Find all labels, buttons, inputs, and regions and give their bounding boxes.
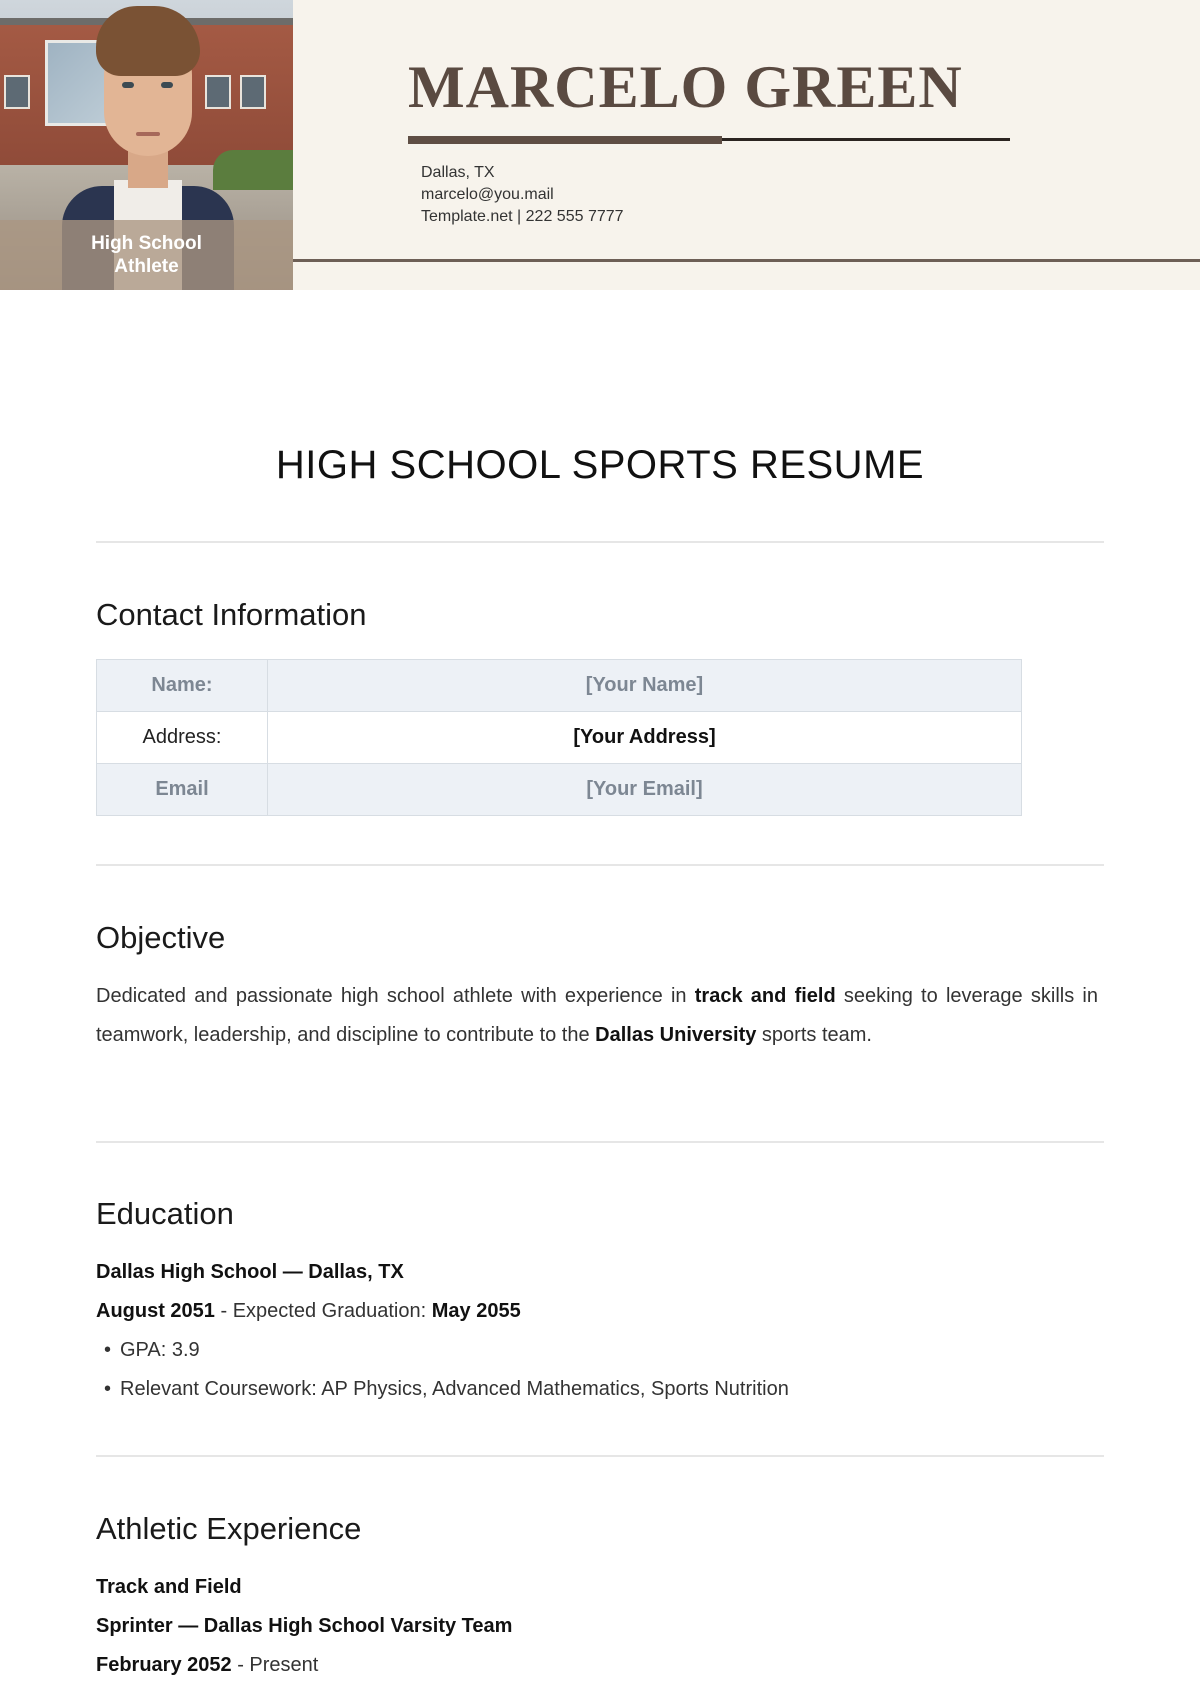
athletic-heading: Athletic Experience (96, 1511, 362, 1546)
photo-caption (0, 220, 293, 290)
athletic-dates: February 2052 - Present (96, 1654, 319, 1676)
contact-label: Address: (97, 712, 268, 764)
table-row (97, 764, 1022, 816)
contact-value: [Your Email] (268, 764, 1022, 816)
contact-value: [Your Address] (268, 712, 1022, 764)
athletic-sport: Track and Field (96, 1576, 242, 1598)
document-title: HIGH SCHOOL SPORTS RESUME (275, 443, 925, 487)
list-item: • Relevant Coursework: AP Physics, Advanced Mathematics, Sports Nutrition (104, 1378, 789, 1400)
list-item: • GPA: 3.9 (104, 1339, 200, 1361)
objective-emphasis: Dallas University (595, 1024, 757, 1046)
table-row (97, 712, 1022, 764)
contact-value: [Your Name] (268, 660, 1022, 712)
table-row (97, 660, 1022, 712)
header-location: Dallas, TX (421, 164, 495, 181)
name-underline-thin (722, 138, 1010, 141)
contact-table (96, 659, 1022, 816)
contact-heading: Contact Information (96, 597, 367, 632)
divider (96, 864, 1104, 866)
header-bottom-rule (293, 259, 1200, 262)
objective-text: Dedicated and passionate high school athlete with experience in track and field seeking to leverage skills in teamwork, leadership, and discipline to contribute to the Dallas University sports team. (96, 985, 1098, 1046)
header-web-phone: Template.net | 222 555 7777 (421, 208, 624, 225)
contact-label: Name: (97, 660, 268, 712)
divider (96, 541, 1104, 543)
divider (96, 1141, 1104, 1143)
name-underline-thick (408, 136, 722, 144)
header-email: marcelo@you.mail (421, 186, 554, 203)
objective-heading: Objective (96, 920, 226, 955)
objective-emphasis: track and field (694, 985, 836, 1007)
resume-header (0, 0, 1200, 290)
education-dates: August 2051 - Expected Graduation: May 2055 (96, 1300, 521, 1322)
education-heading: Education (96, 1196, 234, 1231)
education-school: Dallas High School — Dallas, TX (96, 1261, 404, 1283)
header-contact (421, 162, 624, 228)
candidate-name: MARCELO GREEN (408, 54, 963, 120)
athletic-role: Sprinter — Dallas High School Varsity Team (96, 1615, 513, 1637)
contact-label: Email (97, 764, 268, 816)
divider (96, 1455, 1104, 1457)
profile-photo (0, 0, 293, 290)
photo-caption-text: High School Athlete (91, 233, 202, 277)
